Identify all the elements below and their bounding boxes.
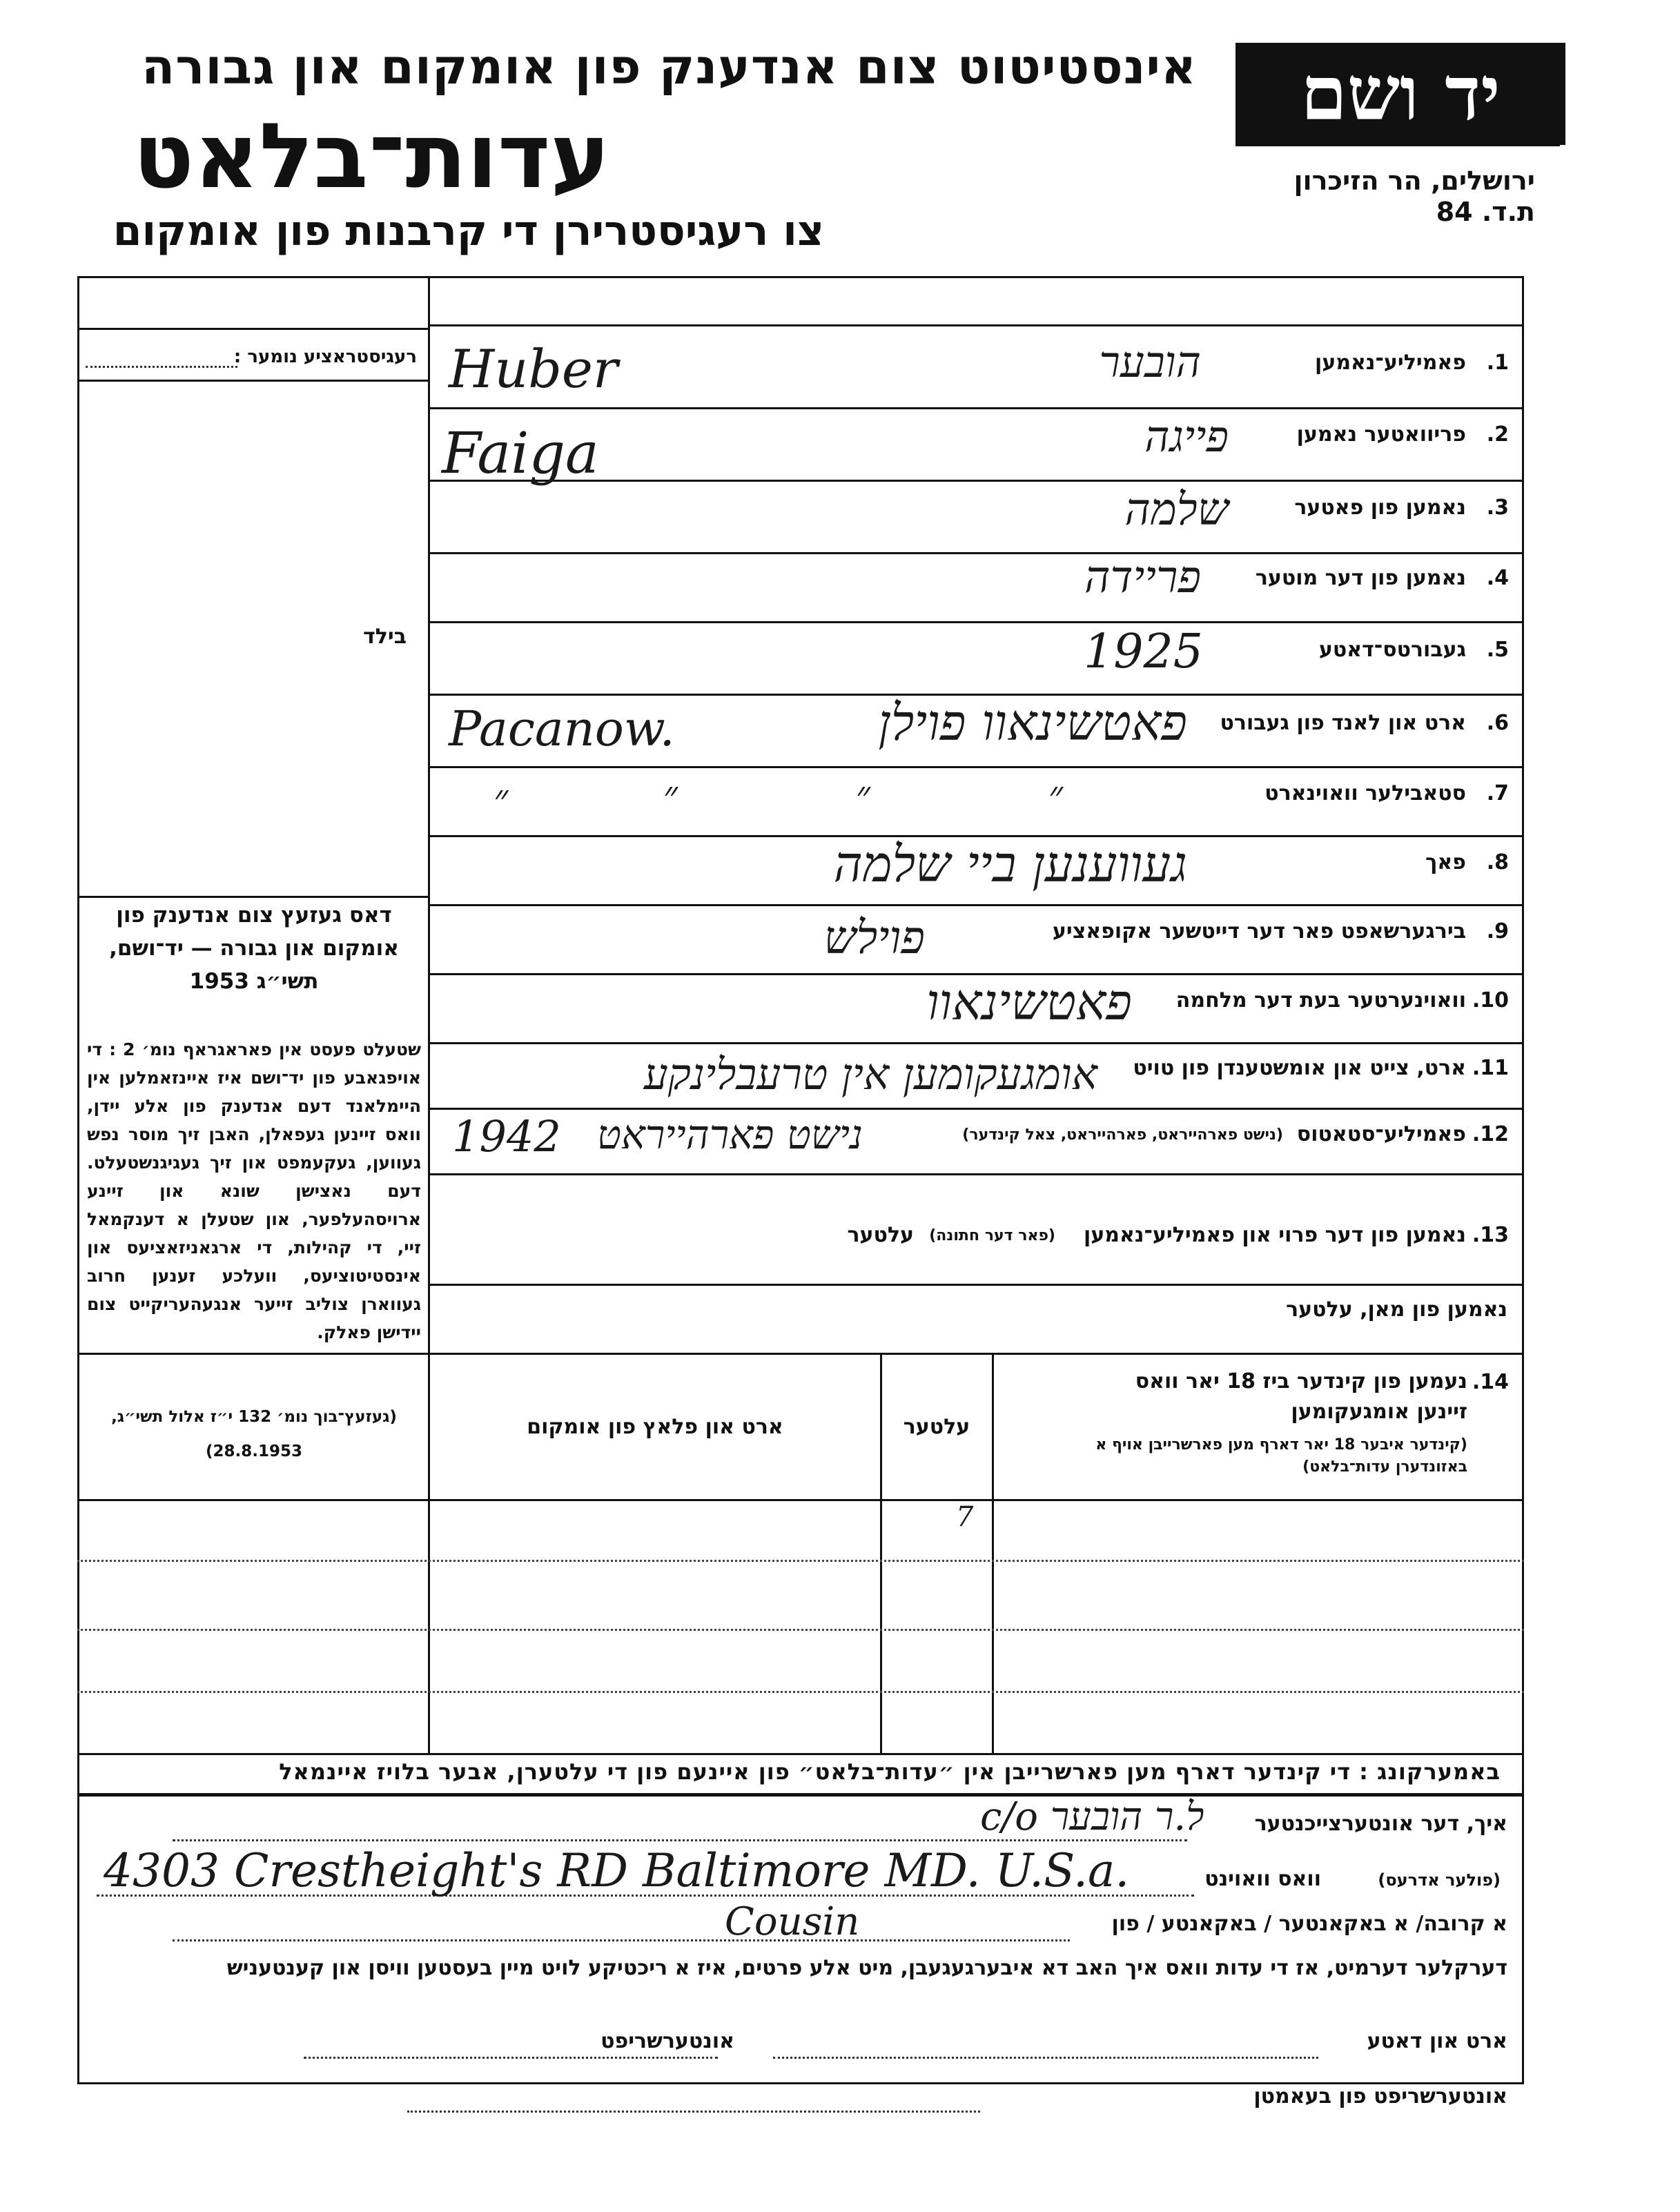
children-note: (קינדער איבער 18 יאר דארף מען פארשרייבן אויף א באזונדערן עדות־בלאט) bbox=[1095, 1436, 1467, 1476]
field-12-note: (נישט פארהייראט, פארהייראט, צאל קינדער) bbox=[962, 1126, 1283, 1144]
divider bbox=[77, 896, 429, 898]
field-13-label: נאמען פון דער פרוי און פאמיליע־נאמען bbox=[1084, 1223, 1466, 1247]
row-divider bbox=[428, 621, 1524, 623]
place-date-field[interactable] bbox=[773, 2057, 1318, 2059]
field-11-number: 11. bbox=[1472, 1056, 1509, 1080]
field-11-label: ארט, צייט און אומשטענדן פון טויט bbox=[1133, 1056, 1466, 1080]
field-6-number: 6. bbox=[1486, 711, 1509, 735]
field-4-number: 4. bbox=[1486, 566, 1509, 590]
divider bbox=[77, 1793, 1524, 1797]
field-9-value-hebrew[interactable]: פוילש bbox=[823, 911, 925, 964]
law-date: (28.8.1953 bbox=[205, 1442, 302, 1460]
field-4-label: נאמען פון דער מוטער bbox=[1255, 566, 1466, 590]
field-1-value-hebrew[interactable]: הובער bbox=[1099, 337, 1201, 387]
field-7-value-hebrew[interactable]: ״ ״ ״ bbox=[663, 773, 1146, 818]
field-8-number: 8. bbox=[1486, 850, 1509, 874]
field-5-label: געבורטס־דאטע bbox=[1318, 638, 1466, 662]
logo-box bbox=[1235, 43, 1565, 145]
row-divider bbox=[428, 1042, 1524, 1044]
field-3-value-hebrew[interactable]: שלמה bbox=[1124, 485, 1229, 536]
signer-label: איך, דער אונטערצייכנטער bbox=[1254, 1812, 1507, 1836]
field-7-label: סטאבילער וואוינארט bbox=[1264, 781, 1466, 805]
table-row[interactable] bbox=[77, 1629, 1524, 1631]
address-line2: ת.ד. 84 bbox=[1436, 197, 1535, 227]
place-date-label: ארט און דאטע bbox=[1367, 2029, 1507, 2053]
table-divider bbox=[428, 1353, 430, 1753]
husband-label: נאמען פון מאן, עלטער bbox=[1286, 1298, 1507, 1322]
field-7-number: 7. bbox=[1486, 781, 1509, 805]
address-note: (פולער אדרעס) bbox=[1378, 1870, 1501, 1890]
registration-field[interactable] bbox=[86, 366, 237, 368]
official-signature-field[interactable] bbox=[407, 2111, 980, 2113]
field-2-number: 2. bbox=[1486, 422, 1509, 447]
official-signature-label: אונטערשריפט פון בעאמטן bbox=[1253, 2084, 1507, 2108]
field-10-number: 10. bbox=[1472, 988, 1509, 1012]
field-13-note: (פאר דער חתונה) bbox=[929, 1227, 1055, 1244]
page-title: עדות־בלאט bbox=[133, 104, 610, 208]
field-12-number: 12. bbox=[1472, 1122, 1509, 1146]
children-mark: 7 bbox=[956, 1501, 974, 1533]
law-reference: (געזעץ־בוך נומ׳ 132 י״ז אלול תשי״ג, bbox=[111, 1408, 397, 1426]
remark-text: באמערקונג : די קינדער דארף מען פארשרייבן אין ״עדות־בלאט״ פון איינעם פון די עלטערן, אבער בלויז איינמאל bbox=[279, 1759, 1501, 1785]
field-6-value-latin[interactable]: Pacanow. bbox=[449, 701, 675, 757]
children-title: נעמען פון קינדער ביז 18 יאר וואס זיינען אומגעקומען bbox=[1135, 1369, 1467, 1424]
field-13-age-label: עלטער bbox=[847, 1223, 914, 1247]
photo-label: בילד bbox=[363, 625, 407, 649]
law-title: דאס געזעץ צום אנדענק פון אומקום און גבורה — יד־ושם, תשי״ג 1953 bbox=[109, 903, 399, 994]
field-1-value-latin[interactable]: Huber bbox=[449, 338, 618, 400]
signer-name-value[interactable]: c/o ל.ר הובער bbox=[980, 1794, 1204, 1839]
field-12-label: פאמיליע־סטאטוס bbox=[1296, 1122, 1466, 1146]
field-8-label: פאך bbox=[1425, 850, 1466, 874]
children-number: 14. bbox=[1472, 1370, 1509, 1394]
field-3-label: נאמען פון פאטער bbox=[1294, 496, 1466, 520]
field-9-number: 9. bbox=[1486, 919, 1509, 943]
field-5-number: 5. bbox=[1486, 638, 1509, 662]
field-13-number: 13. bbox=[1472, 1223, 1509, 1247]
divider bbox=[77, 1753, 1524, 1755]
divider bbox=[77, 1499, 1524, 1501]
table-divider bbox=[992, 1353, 994, 1753]
table-row[interactable] bbox=[77, 1691, 1524, 1693]
address-value[interactable]: 4303 Crestheight's RD Baltimore MD. U.S.a. bbox=[104, 1844, 1130, 1897]
field-9-label: בירגערשאפט פאר דער דייטשער אקופאציע bbox=[1052, 919, 1466, 943]
signer-name-field[interactable] bbox=[173, 1839, 1187, 1841]
field-11-value-hebrew[interactable]: אומגעקומען אין טרעבלינקע bbox=[643, 1049, 1097, 1099]
address-label: וואס וואוינט bbox=[1204, 1867, 1321, 1891]
field-8-value-hebrew[interactable]: געווענען ביי שלמה bbox=[833, 835, 1187, 893]
law-text: שטעלט פעסט אין פאראגראף נומ׳ 2 : די אויפגאבע פון יד־ושם איז איינזאמלען אין היימלאנד דעם אנדענק פון אלע יידן, וואס זיינען געפאלן, האבן זיך מוסר נפש געווען, געקעמפט און זיך געגיגנשטעלט. דעם נאצישן שונא און זיינע ארויסהעלפער, און שטעלן א דענקמאל זיי, די קהילות, די ארגאניזאציעס און אינסטיטוציעס, וועלכע זענען חרוב געווארן צוליב זייער אנגעהעריקייט צום יידישן פאלק. bbox=[87, 1039, 421, 1342]
row-divider bbox=[428, 1108, 1524, 1110]
field-6-value-hebrew[interactable]: פאטשינאוו פוילן bbox=[878, 694, 1187, 752]
table-row[interactable] bbox=[77, 1560, 1524, 1562]
table-divider bbox=[880, 1353, 882, 1753]
relation-value[interactable]: Cousin bbox=[725, 1899, 860, 1944]
field-3-number: 3. bbox=[1486, 496, 1509, 520]
column-header-age: עלטער bbox=[903, 1415, 970, 1439]
divider bbox=[77, 1353, 1524, 1355]
logo-underline bbox=[1235, 139, 1560, 146]
institute-name: אינסטיטוט צום אנדענק פון אומקום און גבורה bbox=[141, 39, 1197, 95]
field-2-value-latin[interactable]: Faiga bbox=[442, 421, 599, 487]
signature-label: אונטערשריפט bbox=[600, 2029, 734, 2053]
field-6-label: ארט און לאנד פון געבורט bbox=[1220, 711, 1466, 735]
address-line1: ירושלים, הר הזיכרון bbox=[1293, 166, 1535, 196]
field-1-label: פאמיליע־נאמען bbox=[1315, 351, 1466, 375]
field-10-value-hebrew[interactable]: פאטשינאוו bbox=[926, 973, 1132, 1031]
field-1-number: 1. bbox=[1486, 351, 1509, 375]
field-7-value-latin[interactable]: ״ bbox=[494, 776, 509, 821]
field-12-value-hebrew[interactable]: נישט פארהייראט bbox=[596, 1111, 863, 1158]
field-2-value-hebrew[interactable]: פייגה bbox=[1144, 411, 1229, 462]
field-12-value-latin[interactable]: 1942 bbox=[452, 1111, 561, 1162]
registration-label: רעגיסטראציע נומער : bbox=[233, 346, 417, 367]
signature-field[interactable] bbox=[304, 2057, 718, 2059]
row-divider bbox=[428, 1173, 1524, 1175]
field-10-label: וואוינערטער בעת דער מלחמה bbox=[1175, 988, 1466, 1012]
row-divider bbox=[428, 904, 1524, 906]
divider bbox=[428, 324, 1524, 326]
relation-label: א קרובה/ א באקאנטער / באקאנטע / פון bbox=[1111, 1912, 1507, 1936]
field-2-label: פריוואטער נאמען bbox=[1296, 422, 1466, 447]
row-divider bbox=[428, 552, 1524, 554]
logo-text: יד ושם bbox=[1300, 50, 1501, 137]
page-subtitle: צו רעגיסטרירן די קרבנות פון אומקום bbox=[113, 207, 824, 255]
row-divider bbox=[428, 1284, 1524, 1286]
row-divider bbox=[428, 766, 1524, 768]
field-5-value-latin[interactable]: 1925 bbox=[1084, 625, 1204, 679]
field-4-value-hebrew[interactable]: פריידה bbox=[1084, 552, 1201, 603]
row-divider bbox=[428, 407, 1524, 409]
column-header-place: ארט און פלאץ פון אומקום bbox=[527, 1415, 783, 1439]
divider bbox=[77, 328, 429, 330]
declaration-text: דערקלער דערמיט, אז די עדות וואס איך האב דא איבערגעגעבן, מיט אלע פרטים, איז א ריכטיקע לויט מיין בעסטען וויסן און קענטעניש bbox=[226, 1956, 1507, 1980]
relation-field[interactable] bbox=[173, 1939, 1070, 1941]
